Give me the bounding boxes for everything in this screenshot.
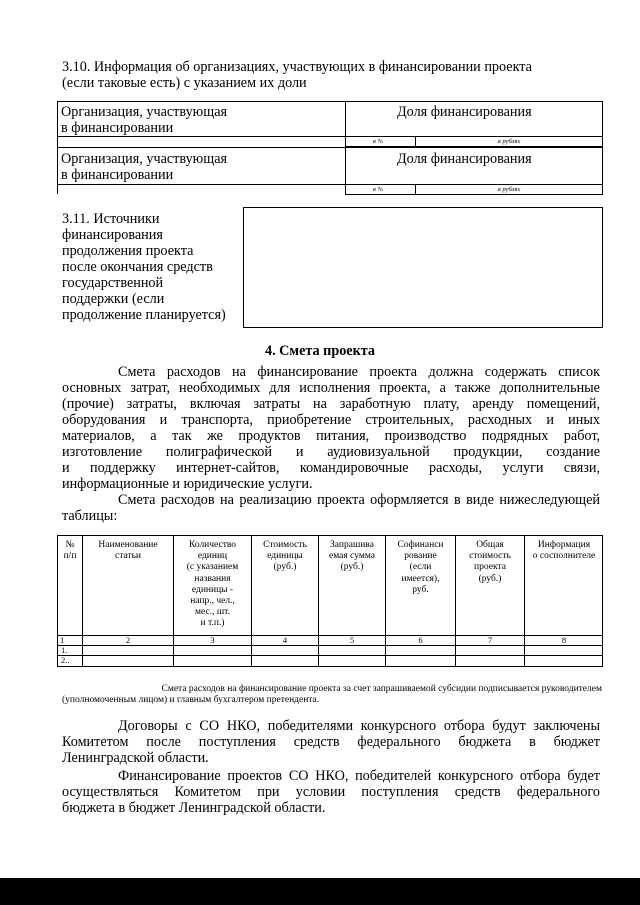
para3-line-2: Комитетом после поступления средств федерального бюджета в бюджет xyxy=(62,734,600,750)
para1-line-3: (прочие) затраты, включая затраты на заработную плату, аренду помещений, xyxy=(62,396,600,412)
sub-rub-row1: в рублях xyxy=(498,138,521,145)
org-label-row1: Организация, участвующая xyxy=(61,104,228,120)
para4-line-3: бюджета в бюджет Ленинградской области. xyxy=(62,800,326,816)
para1-line-7: и поддержку интернет-сайтов, командировочные расходы, услуги связи, xyxy=(62,460,600,476)
org-label2-row2: в финансировании xyxy=(61,167,174,183)
col-number-1: 1 xyxy=(60,635,65,645)
section-310-line-1: 3.10. Информация об организациях, участвующих в финансировании проекта xyxy=(62,59,532,75)
funding-sources-input-box[interactable] xyxy=(243,207,603,328)
table-row-label-2: 2.. xyxy=(61,655,70,665)
para1-line-8: информационные и юридические услуги. xyxy=(62,476,313,492)
table-row-label-1: 1. xyxy=(61,645,68,655)
org-label-row2: Организация, участвующая xyxy=(61,151,228,167)
col-number-5: 5 xyxy=(349,635,355,645)
para3-line-3: Ленинградской области. xyxy=(62,750,209,766)
para1-line-5: материалов, а так же продуктов питания, производство подрядных работ, xyxy=(62,428,600,444)
section-311-line-7: продолжение планируется) xyxy=(62,307,226,323)
sub-percent-row2: в % xyxy=(373,186,383,193)
col-number-3: 3 xyxy=(210,635,215,645)
section-311-line-3: продолжения проекта xyxy=(62,243,194,259)
col-number-6: 6 xyxy=(418,635,423,645)
col-number-7: 7 xyxy=(487,635,493,645)
col-header-unit-cost: Стоимость единицы (руб.) xyxy=(263,540,307,573)
col-number-4: 4 xyxy=(282,635,288,645)
note-line-2: (уполномоченным лицом) и главным бухгалтером претендента. xyxy=(62,695,320,705)
para4-line-1: Финансирование проектов СО НКО, победителей конкурсного отбора будет xyxy=(118,768,600,784)
col-header-total: Общая стоимость проекта (руб.) xyxy=(469,540,511,584)
para2-line-1: Смета расходов на реализацию проекта оформляется в виде нижеследующей xyxy=(118,492,600,508)
col-number-2: 2 xyxy=(125,635,131,645)
share-label-row2: Доля финансирования xyxy=(397,151,532,167)
note-line-1: Смета расходов на финансирование проекта за счет запрашиваемой субсидии подписывается руководителем xyxy=(161,684,602,694)
section-311-line-5: государственной xyxy=(62,275,164,291)
section-4-heading: 4. Смета проекта xyxy=(264,343,376,359)
share-label-row1: Доля финансирования xyxy=(397,104,532,120)
para4-line-2: осуществляться Комитетом при условии поступления средств федерального xyxy=(62,784,600,800)
col-header-name: Наименование статьи xyxy=(98,540,158,562)
col-header-requested: Запрашива емая сумма (руб.) xyxy=(328,540,375,573)
para1-line-2: основных затрат, необходимых для исполнения проекта, а также дополнительные xyxy=(62,380,600,396)
col-number-8: 8 xyxy=(561,635,567,645)
para1-line-1: Смета расходов на финансирование проекта должна содержать список xyxy=(118,364,600,380)
para3-line-1: Договоры с СО НКО, победителями конкурсного отбора будут заключены xyxy=(118,718,600,734)
para2-line-2: таблицы: xyxy=(62,508,118,524)
sub-rub-row2: в рублях xyxy=(498,186,521,193)
section-311-line-6: поддержки (если xyxy=(62,291,165,307)
col-header-coexecutor: Информация о сосполнителе xyxy=(532,540,596,562)
section-310-line-2: (если таковые есть) с указанием их доли xyxy=(62,75,307,91)
scan-border-bar xyxy=(0,878,640,905)
section-311-line-1: 3.11. Источники xyxy=(62,211,160,227)
col-header-quantity: Количество единиц (с указанием названия единицы - напр., чел., мес., шт. и т.п.) xyxy=(186,540,239,629)
sub-percent-row1: в % xyxy=(373,138,383,145)
para1-line-4: оборудования и транспорта, приобретение строительных, расходных и иных xyxy=(62,412,600,428)
col-header-no: № п/п xyxy=(63,540,77,562)
para1-line-6: изготовление полиграфической и аудиовизуальной продукции, создание xyxy=(62,444,600,460)
col-header-cofinancing: Софинанси рование (если имеется), руб. xyxy=(397,540,444,595)
section-311-line-2: финансирования xyxy=(62,227,163,243)
org-label2-row1: в финансировании xyxy=(61,120,174,136)
section-311-line-4: после окончания средств xyxy=(62,259,213,275)
